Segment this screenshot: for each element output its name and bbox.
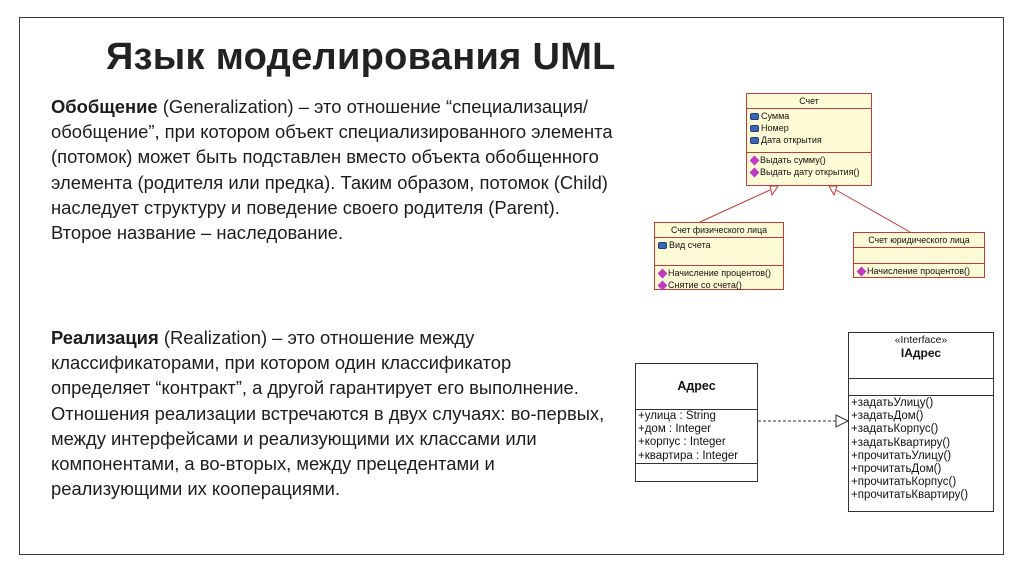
operations-section — [655, 266, 783, 293]
realization-arrowhead — [836, 415, 848, 427]
realization-text: (Realization) – это отношение между классификаторами, при котором один классификатор определяет “контракт”, а другой гарантирует его выполнение. Отношения реализации встречаются в двух случаях: во-первых, между интерфейсами и реализующими их классами или компонентами, а во-вторых, между прецедентами и реализующими их кооперациями. — [51, 327, 605, 500]
slide-title: Язык моделирования UML — [106, 36, 616, 78]
operation-row: Начисление процентов() — [854, 265, 984, 277]
attributes-section — [849, 378, 993, 395]
operation-row: +задатьДом() — [851, 410, 924, 423]
generalization-term: Обобщение — [51, 96, 158, 117]
attributes-section — [854, 248, 984, 264]
attribute-icon — [750, 125, 759, 132]
operation-row: +прочитатьКорпус() — [851, 476, 957, 489]
operation-icon — [750, 155, 760, 165]
class-name: Счет юридического лица — [854, 233, 984, 248]
uml-class-account — [746, 93, 872, 186]
generalization-arrowhead-legal — [829, 186, 837, 195]
operations-section — [849, 395, 993, 503]
attribute-row: Сумма — [747, 110, 871, 122]
operation-icon — [658, 268, 668, 278]
uml-class-legal-account — [853, 232, 985, 278]
attributes-section — [747, 109, 871, 153]
attribute-icon — [750, 137, 759, 144]
operation-row: Выдать сумму() — [747, 154, 871, 166]
attribute-row: Вид счета — [655, 239, 783, 251]
attribute-icon — [750, 113, 759, 120]
attribute-row: +улица : String — [638, 410, 716, 422]
operation-icon — [658, 280, 668, 290]
attribute-row: +квартира : Integer — [638, 449, 739, 462]
attribute-row: +корпус : Integer — [638, 436, 726, 449]
operation-row: Выдать дату открытия() — [747, 166, 871, 178]
operation-icon — [857, 266, 867, 276]
operation-row: +задатьКорпус() — [851, 423, 939, 436]
uml-class-individual-account — [654, 222, 784, 290]
uml-class-address — [635, 363, 758, 482]
attribute-icon — [658, 242, 667, 249]
class-name: Адрес — [677, 379, 716, 393]
attribute-row: Дата открытия — [747, 134, 871, 146]
generalization-line-legal — [836, 190, 910, 232]
operations-section — [854, 264, 984, 279]
generalization-arrowhead-individual — [770, 186, 778, 195]
generalization-text: (Generalization) – это отношение “специализация/обобщение”, при котором объект специализированного элемента (потомок) может быть подставлен вместо объекта обобщенного элемента (родителя или предка). Таким образом, потомок (Child) наследует структуру и поведение своего родителя (Parent). Второе название – наследование. — [51, 96, 613, 244]
operation-row: Начисление процентов() — [655, 267, 783, 279]
class-name: Счет физического лица — [655, 223, 783, 238]
generalization-line-individual — [700, 190, 770, 222]
operation-icon — [750, 167, 760, 177]
operation-row: +задатьКвартиру() — [851, 436, 951, 449]
attribute-row: +дом : Integer — [638, 423, 712, 436]
operation-row: +задатьУлицу() — [851, 397, 934, 409]
operation-row: +прочитатьДом() — [851, 463, 942, 476]
realization-term: Реализация — [51, 327, 159, 348]
operations-section — [636, 463, 757, 476]
class-name: Счет — [747, 94, 871, 109]
attribute-row: Номер — [747, 122, 871, 134]
interface-stereotype: «Interface» — [894, 334, 948, 346]
operation-row: +прочитатьУлицу() — [851, 449, 952, 462]
operations-section — [747, 153, 871, 180]
operation-row: +прочитатьКвартиру() — [851, 489, 969, 502]
interface-name: IАдрес — [900, 346, 942, 360]
attributes-section — [655, 238, 783, 266]
attributes-section — [636, 409, 757, 463]
uml-interface-iaddress — [848, 332, 994, 512]
operation-row: Снятие со счета() — [655, 279, 783, 291]
